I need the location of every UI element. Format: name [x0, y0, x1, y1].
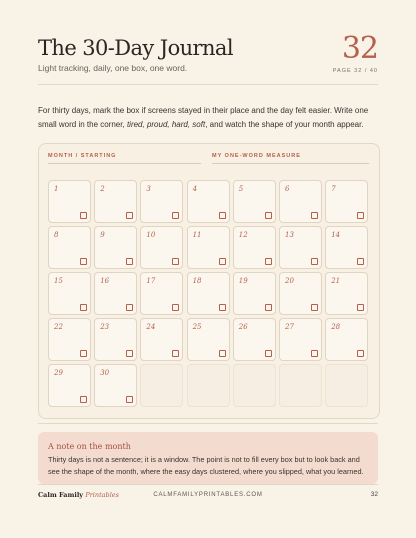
day-number: 30: [100, 369, 110, 377]
day-checkbox[interactable]: [357, 258, 364, 265]
intro-text-before: For thirty days, mark the box if screens stayed in their place and the day felt easier. Write one small word in the corner,: [38, 106, 369, 129]
month-field-line[interactable]: [48, 163, 201, 164]
note-box: [38, 432, 378, 484]
page-title: The 30-Day Journal: [38, 36, 233, 60]
day-number: 3: [146, 185, 151, 193]
day-cell[interactable]: [233, 318, 276, 361]
day-number: 12: [238, 231, 248, 239]
day-cell[interactable]: [48, 180, 91, 223]
day-number: 25: [192, 323, 202, 331]
day-number: 11: [192, 231, 202, 239]
day-number: 21: [331, 277, 341, 285]
page-number-large: 32: [341, 31, 378, 66]
day-number: 23: [100, 323, 110, 331]
day-checkbox[interactable]: [172, 350, 179, 357]
day-number: 10: [146, 231, 156, 239]
day-cell[interactable]: [325, 226, 368, 269]
note-title: A note on the month: [48, 442, 131, 451]
empty-cell: [279, 364, 322, 407]
day-number: 26: [238, 323, 248, 331]
day-cell[interactable]: [140, 318, 183, 361]
day-cell[interactable]: [94, 364, 137, 407]
day-checkbox[interactable]: [172, 304, 179, 311]
day-cell[interactable]: [48, 364, 91, 407]
day-checkbox[interactable]: [172, 212, 179, 219]
day-checkbox[interactable]: [311, 258, 318, 265]
day-checkbox[interactable]: [80, 396, 87, 403]
day-checkbox[interactable]: [80, 350, 87, 357]
day-checkbox[interactable]: [311, 304, 318, 311]
note-body: Thirty days is not a sentence; it is a window. The point is not to fill every box but to look back and see the shape of the month, where the easy days clustered, where you slipped, what you learned.: [48, 455, 364, 476]
day-checkbox[interactable]: [265, 212, 272, 219]
measure-field-line[interactable]: [212, 163, 369, 164]
day-cell[interactable]: [233, 272, 276, 315]
day-number: 19: [238, 277, 248, 285]
day-checkbox[interactable]: [126, 396, 133, 403]
day-cell[interactable]: [48, 272, 91, 315]
day-number: 24: [146, 323, 156, 331]
day-number: 20: [285, 277, 294, 285]
intro-text-after: , and watch the shape of your month appear.: [205, 119, 364, 129]
day-checkbox[interactable]: [126, 258, 133, 265]
day-cell[interactable]: [233, 226, 276, 269]
empty-cell: [325, 364, 368, 407]
day-number: 15: [54, 277, 63, 285]
empty-cell: [187, 364, 230, 407]
day-number: 2: [100, 185, 105, 193]
intro-paragraph: [38, 104, 380, 131]
day-number: 5: [238, 185, 244, 193]
footer-brand-accent: Printables: [85, 491, 119, 499]
day-cell[interactable]: [325, 180, 368, 223]
day-checkbox[interactable]: [219, 212, 226, 219]
day-number: 18: [192, 277, 202, 285]
day-checkbox[interactable]: [265, 350, 272, 357]
day-cell[interactable]: [279, 226, 322, 269]
day-checkbox[interactable]: [80, 304, 87, 311]
empty-cell: [233, 364, 276, 407]
footer-brand-main: Calm Family: [38, 491, 84, 499]
day-checkbox[interactable]: [126, 212, 133, 219]
day-cell[interactable]: [94, 226, 137, 269]
footer-divider: [38, 484, 378, 485]
day-checkbox[interactable]: [357, 212, 364, 219]
day-number: 17: [146, 277, 156, 285]
day-cell[interactable]: [187, 180, 230, 223]
empty-cell: [140, 364, 183, 407]
day-cell[interactable]: [279, 180, 322, 223]
day-checkbox[interactable]: [265, 304, 272, 311]
day-number: 13: [285, 231, 294, 239]
day-checkbox[interactable]: [80, 258, 87, 265]
day-checkbox[interactable]: [126, 304, 133, 311]
day-number: 4: [192, 185, 198, 193]
day-cell[interactable]: [94, 272, 137, 315]
day-cell[interactable]: [48, 226, 91, 269]
page-subtitle: Light tracking, daily, one box, one word.: [38, 63, 188, 73]
day-cell[interactable]: [48, 318, 91, 361]
day-checkbox[interactable]: [357, 304, 364, 311]
day-cell[interactable]: [140, 272, 183, 315]
day-cell[interactable]: [233, 180, 276, 223]
measure-field-label: MY ONE-WORD MEASURE: [212, 153, 301, 159]
day-cell[interactable]: [279, 272, 322, 315]
day-cell[interactable]: [187, 226, 230, 269]
tracker-panel: [38, 143, 380, 419]
day-number: 22: [54, 323, 63, 331]
footer-site: CALMFAMILYPRINTABLES.COM: [153, 492, 263, 498]
day-cell[interactable]: [94, 180, 137, 223]
day-number: 6: [285, 185, 290, 193]
day-number: 7: [331, 185, 336, 193]
day-checkbox[interactable]: [311, 350, 318, 357]
day-number: 16: [100, 277, 110, 285]
day-checkbox[interactable]: [311, 212, 318, 219]
day-cell[interactable]: [279, 318, 322, 361]
day-checkbox[interactable]: [219, 258, 226, 265]
month-field-label: MONTH / STARTING: [48, 153, 117, 159]
day-checkbox[interactable]: [265, 258, 272, 265]
day-checkbox[interactable]: [219, 304, 226, 311]
page-of-indicator: PAGE 32 / 40: [332, 68, 378, 74]
day-number: 28: [331, 323, 341, 331]
day-cell[interactable]: [140, 226, 183, 269]
day-cell[interactable]: [325, 272, 368, 315]
day-checkbox[interactable]: [357, 350, 364, 357]
day-checkbox[interactable]: [172, 258, 179, 265]
intro-example-words: tired, proud, hard, soft: [126, 119, 206, 129]
header-divider: [38, 84, 378, 85]
panel-divider: [38, 423, 378, 424]
day-number: 29: [54, 369, 63, 377]
day-cell[interactable]: [187, 318, 230, 361]
footer-page-number: 32: [370, 491, 378, 498]
day-cell[interactable]: [140, 180, 183, 223]
day-checkbox[interactable]: [80, 212, 87, 219]
day-number: 9: [100, 231, 105, 239]
day-cell[interactable]: [94, 318, 137, 361]
day-cell[interactable]: [325, 318, 368, 361]
day-cell[interactable]: [187, 272, 230, 315]
day-number: 1: [54, 185, 59, 193]
day-checkbox[interactable]: [126, 350, 133, 357]
day-number: 27: [285, 323, 294, 331]
day-checkbox[interactable]: [219, 350, 226, 357]
day-number: 14: [331, 231, 341, 239]
day-number: 8: [54, 231, 59, 239]
